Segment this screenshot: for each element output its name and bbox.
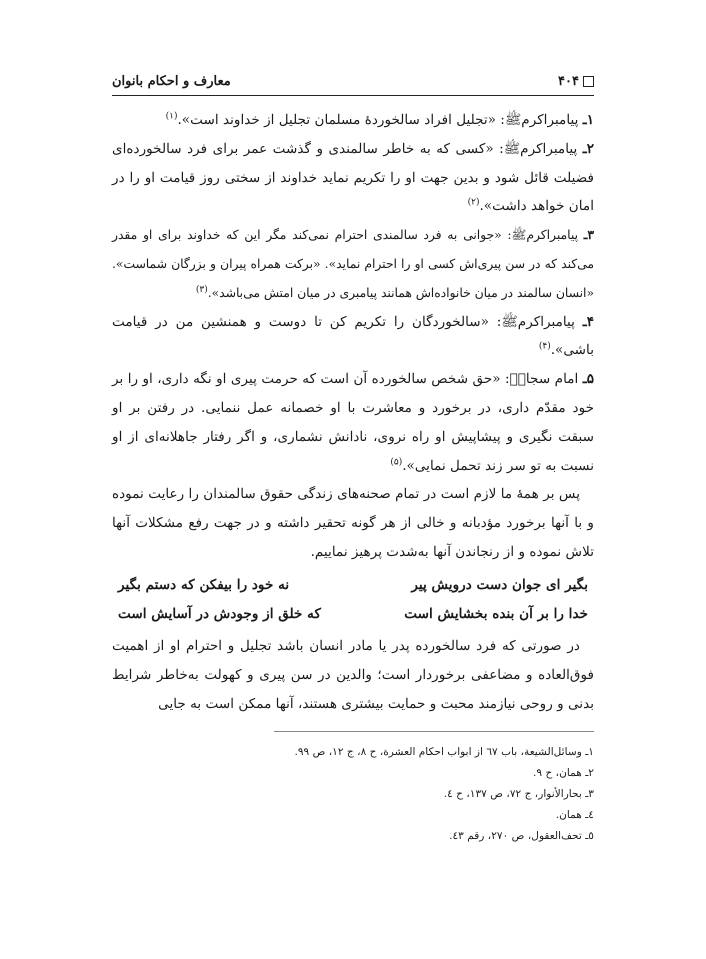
hadith-4: ۴ـ پیامبراکرمﷺ: «سالخوردگان را تکریم کن تا دوست و همنشین من در قیامت باشی».$^{(۴)}$ <box>112 313 594 359</box>
footnotes <box>274 731 594 847</box>
footnote: ۳ـ بحارالأنوار، ج ٧٢، ص ١٣٧، ح ٤. <box>443 787 594 800</box>
poem-verse-2 <box>112 600 594 629</box>
footnote: ۲ـ همان، ح ٩. <box>533 766 594 779</box>
hemistich-left: نه خود را بیفکن که دستم بگیر <box>118 576 290 593</box>
paragraph-1: پس بر همهٔ ما لازم است در تمام صحنه‌های زندگی حقوق سالمندان را رعایت نموده و با آنها برخورد مؤدبانه و خالی از هر گونه تحقیر داشته و در جهت رفع مشکلات آنها تلاش نموده و از رنجاندن آنها به‌شدت پرهیز نماییم. <box>112 486 594 560</box>
hadith-5: ۵ـ امام سجادؑ: «حق شخص سالخورده آن است که حرمت پیری او نگه داری، او را بر خود مقدّم داری، در برخورد و معاشرت با او خصمانه عمل ننمایی. در رفتن بر او سبقت نگیری و پیشاپیش او راه نروی، نادانش نشماری، و اگر رفتار جاهلانه‌ای از او نسبت به تو سر زند تحمل نمایی».$^{(۵)}$ <box>112 371 594 474</box>
poem-verse-1 <box>112 571 594 600</box>
hemistich-right: بگیر ای جوان دست درویش پیر <box>411 576 588 593</box>
footnote: ٤ـ همان. <box>555 808 594 821</box>
hemistich-left: که خلق از وجودش در آسایش است <box>118 605 321 622</box>
footnote: ٥ـ تحف‌العقول، ص ٢٧٠، رقم ٤٣. <box>449 829 594 842</box>
hadith-3: ۳ـ پیامبراکرمﷺ: «جوانی به فرد سالمندی احترام نمی‌کند مگر این که خداوند برای او مقدر می‌کند که در سن پیری‌اش کسی او را احترام نماید». «برکت همراه پیران و بزرگان شماست». «انسان سالمند در میان خانواده‌اش همانند پیامبری در میان امتش می‌باشد».$^{(۳)}$ <box>112 227 594 300</box>
running-title: معارف و احکام بانوان <box>112 74 231 89</box>
hemistich-right: خدا را بر آن بنده بخشایش است <box>404 605 588 622</box>
hadith-2: ۲ـ پیامبراکرمﷺ: «کسی که به خاطر سالمندی و گذشت عمر برای فرد سالخورده‌ای فضیلت قائل شود و بدین جهت او را تکریم نماید خداوند از سختی روز قیامت او را در امان خواهد داشت».$^{(۲)}$ <box>112 140 594 215</box>
hadith-1: ۱ـ پیامبراکرمﷺ: «تجلیل افراد سالخوردهٔ مسلمان تجلیل از خداوند است».$^{(۱)}$ <box>165 111 594 128</box>
page-header <box>112 74 594 96</box>
page-number-block <box>558 74 594 89</box>
main-text <box>112 106 594 719</box>
page-number: ۴۰۴ <box>558 74 579 89</box>
paragraph-2: در صورتی که فرد سالخورده پدر یا مادر انسان باشد تجلیل و احترام او از اهمیت فوق‌العاده و مضاعفی برخوردار است؛ والدین در سن پیری و کهولت به‌خاطر شرایط بدنی و روحی نیازمند محبت و حمایت بیشتری هستند، آنها ممکن است به جایی <box>112 638 594 712</box>
poem <box>112 571 594 629</box>
footnote: ۱ـ وسائل‌الشیعة، باب ٦٧ از ابواب احکام العشرة، ح ٨، ج ١٢، ص ٩٩. <box>294 745 594 758</box>
square-icon <box>583 76 594 87</box>
